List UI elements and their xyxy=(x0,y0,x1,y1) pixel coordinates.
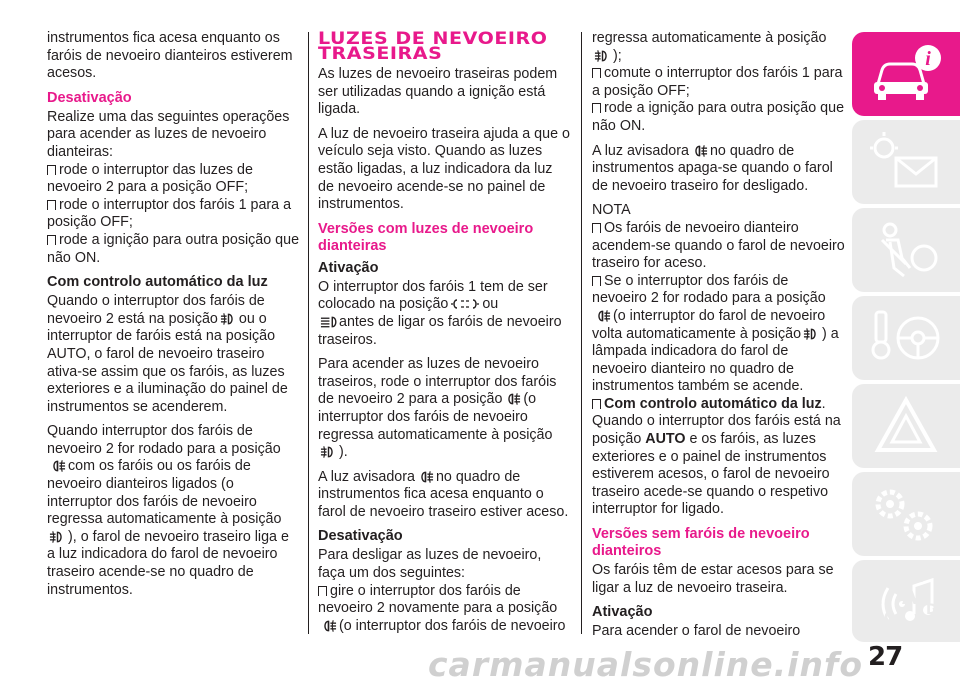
bullet-icon xyxy=(592,276,601,286)
watermark: carmanualsonline.info xyxy=(428,645,863,684)
rear-fog-icon xyxy=(417,470,434,484)
heading-versoes: Versões com luzes de nevoeiro dianteiras xyxy=(318,220,534,254)
service-gears-icon xyxy=(868,482,944,546)
front-fog-icon xyxy=(220,312,237,326)
rear-fog-icon xyxy=(594,309,611,323)
paragraph: A luz avisadora no quadro de instrumentos apaga-se quando o farol de nevoeiro traseiro for desligado. xyxy=(592,142,833,194)
bullet-icon xyxy=(592,223,601,233)
svg-text:A: A xyxy=(902,585,918,609)
column-divider xyxy=(581,32,582,634)
list-item: Os faróis de nevoeiro dianteiro acendem-se quando o farol de nevoeiro traseiro for aceso. xyxy=(592,219,845,272)
list-item: rode a ignição para outra posição que não ON. xyxy=(47,231,300,266)
list-item: rode o interruptor das luzes de nevoeiro 2 para a posição OFF; xyxy=(47,161,253,196)
heading-desativacao: Desativação xyxy=(47,89,132,106)
svg-text:B: B xyxy=(872,594,883,610)
side-lights-icon xyxy=(450,297,480,311)
column-1 xyxy=(47,30,300,606)
front-fog-icon xyxy=(803,327,820,341)
heading-ativacao: Ativação xyxy=(592,604,653,621)
front-fog-icon xyxy=(594,49,611,63)
section-title: LUZES DE NEVOEIRO TRASEIRAS xyxy=(318,29,548,64)
list-item: rode o interruptor dos faróis 1 para a posição OFF; xyxy=(47,196,292,231)
paragraph: A luz de nevoeiro traseira ajuda a que o veículo seja visto. Quando as luzes estão ligadas, a luz indicadora da luz de nevoeiro acende-se no painel de instrumentos. xyxy=(318,125,570,213)
bullet-icon xyxy=(47,165,56,175)
heading-auto-light: Com controlo automático da luz xyxy=(47,274,268,291)
index-letters-icon xyxy=(868,562,944,626)
svg-text:Z: Z xyxy=(876,572,887,588)
paragraph: A luz avisadora no quadro de instrumentos fica acesa enquanto o farol de nevoeiro traseiro estiver aceso. xyxy=(318,468,569,520)
rear-fog-icon xyxy=(320,619,337,633)
list-item: rode a ignição para outra posição que não ON. xyxy=(592,100,845,134)
intro-text: instrumentos fica acesa enquanto os faróis de nevoeiro dianteiros estiverem acesos. xyxy=(47,30,293,82)
paragraph: Para desligar as luzes de nevoeiro, faça um dos seguintes: xyxy=(318,547,542,582)
rear-fog-icon xyxy=(691,144,708,158)
paragraph: O interruptor dos faróis 1 tem de ser colocado na posição ou antes de ligar os faróis de nevoeiro traseiros. xyxy=(318,278,562,348)
warning-triangle-icon xyxy=(868,394,944,458)
tab-lights-warnings[interactable] xyxy=(852,120,960,204)
tab-car-info[interactable] xyxy=(852,32,960,116)
car-info-icon xyxy=(868,42,944,106)
bullet-icon xyxy=(592,68,601,78)
bullet-icon xyxy=(318,586,327,596)
svg-text:C: C xyxy=(884,610,895,626)
heading-sem-farois: Versões sem faróis de nevoeiro dianteiros xyxy=(592,526,810,560)
bullet-icon xyxy=(592,103,601,113)
bullet-icon xyxy=(47,235,56,245)
note-label: NOTA xyxy=(592,202,631,219)
bullet-icon xyxy=(47,200,56,210)
tab-starting-driving[interactable] xyxy=(852,296,960,380)
page-number: 27 xyxy=(868,642,903,672)
paragraph: regressa automaticamente à posição ); xyxy=(592,30,827,64)
heading-ativacao: Ativação xyxy=(318,259,379,276)
paragraph: Para acender as luzes de nevoeiro traseiros, rode o interruptor dos faróis de nevoeiro 2 para a posição (o interruptor dos faróis de nevoeiro regressa automaticamente à posição ). xyxy=(318,356,557,461)
tab-emergency[interactable] xyxy=(852,384,960,468)
svg-text:D: D xyxy=(926,602,938,618)
rear-fog-icon xyxy=(49,459,66,473)
tab-safety[interactable] xyxy=(852,208,960,292)
paragraph-quando-2: Quando interruptor dos faróis de nevoeiro 2 for rodado para a posição com os faróis ou os faróis de nevoeiro dianteiros ligados (o interruptor dos faróis de nevoeiro regressa automaticamente à posição), o farol de nevoeiro traseiro liga e a luz indicadora do farol de nevoeiro traseiro acende-se no quadro de instrumentos. xyxy=(47,423,289,598)
airbag-seatbelt-icon xyxy=(868,218,944,282)
headlamp-icon xyxy=(320,315,337,329)
bullet-icon xyxy=(592,399,601,409)
rear-fog-icon xyxy=(504,392,521,406)
front-fog-icon xyxy=(49,530,66,544)
paragraph: Os faróis têm de estar acesos para se ligar a luz de nevoeiro traseira. xyxy=(592,562,834,596)
heading-desativacao: Desativação xyxy=(318,528,403,545)
list-item: Se o interruptor dos faróis de nevoeiro 2 for rodado para a posição (o interruptor do farol de nevoeiro volta automaticamente à posição ) a lâmpada indicadora do farol de nevoeiro dianteiro no quadro de instrumentos também se acende. xyxy=(592,272,839,395)
paragraph: As luzes de nevoeiro traseiras podem ser utilizadas quando a ignição está ligada. xyxy=(318,66,558,118)
column-3 xyxy=(592,30,845,648)
lights-warning-icon xyxy=(868,130,944,194)
svg-text:E: E xyxy=(914,570,924,586)
list-item: comute o interruptor dos faróis 1 para a posição OFF; xyxy=(592,65,843,99)
column-2 xyxy=(318,30,571,642)
paragraph-quando-1: Quando o interruptor dos faróis de nevoeiro 2 está na posição ou o interruptor de faróis está na posição AUTO, o farol de nevoeiro traseiro ativa-se assim que os faróis, as luzes exteriores e a iluminação do painel de instrumentos se acenderem. xyxy=(47,293,288,415)
front-fog-icon xyxy=(320,445,337,459)
column-divider xyxy=(308,32,309,634)
tab-maintenance[interactable] xyxy=(852,472,960,556)
realize-text: Realize uma das seguintes operações para acender as luzes de nevoeiro dianteiras: xyxy=(47,108,290,160)
tab-index[interactable] xyxy=(852,558,960,638)
paragraph: Para acender o farol de nevoeiro xyxy=(592,623,801,640)
key-steering-icon xyxy=(868,306,944,370)
list-item: gire o interruptor dos faróis de nevoeiro 2 novamente para a posição (o interruptor dos faróis de nevoeiro xyxy=(318,582,566,634)
list-item: Com controlo automático da luz. Quando o interruptor dos faróis está na posição AUTO e os faróis, as luzes exteriores e o painel de instrumentos estiverem acesos, o farol de nevoeiro traseiro acede-se quando o respetivo interruptor for ligado. xyxy=(592,395,841,518)
svg-text:i: i xyxy=(925,48,931,70)
